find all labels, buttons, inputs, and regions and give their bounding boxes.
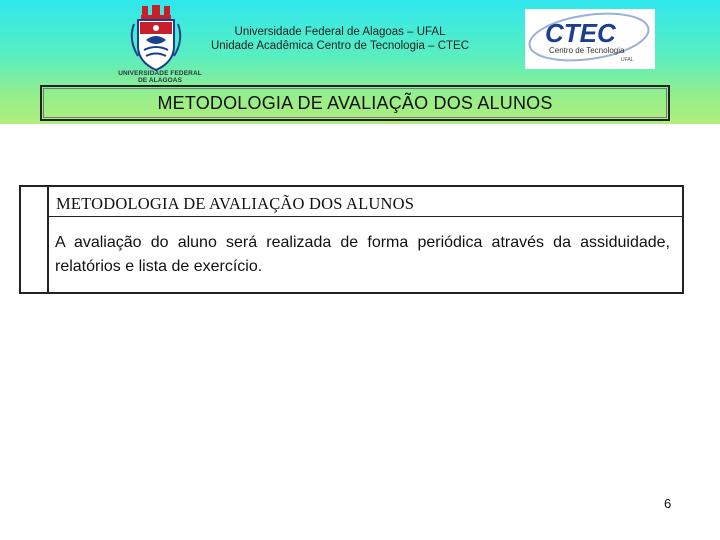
page-number: 6 (664, 496, 672, 511)
ufal-logo-text-line1: UNIVERSIDADE FEDERAL (118, 70, 202, 77)
ctec-logo-subtext: Centro de Tecnologia (549, 46, 625, 55)
ctec-logo-small: UFAL (621, 57, 634, 63)
ufal-logo-text-line2: DE ALAGOAS (137, 77, 183, 84)
header-banner (0, 0, 720, 124)
table-column-divider (47, 187, 49, 292)
ctec-logo-text: CTEC (545, 18, 616, 48)
table-header-cell: METODOLOGIA DE AVALIAÇÃO DOS ALUNOS (56, 194, 415, 213)
ctec-logo (525, 9, 655, 69)
institution-name: Universidade Federal de Alagoas – UFAL (234, 26, 446, 38)
institution-unit: Unidade Acadêmica Centro de Tecnologia – CTEC (210, 40, 470, 52)
title-box (40, 85, 670, 121)
page-title: METODOLOGIA DE AVALIAÇÃO DOS ALUNOS (157, 92, 553, 113)
table-row-divider (47, 216, 682, 217)
table-body-cell: A avaliação do aluno será realizada de forma periódica através da assiduidade, relatórios e lista de exercício. (55, 234, 670, 275)
ctec-logo-icon (525, 9, 655, 69)
content-table (19, 185, 684, 294)
